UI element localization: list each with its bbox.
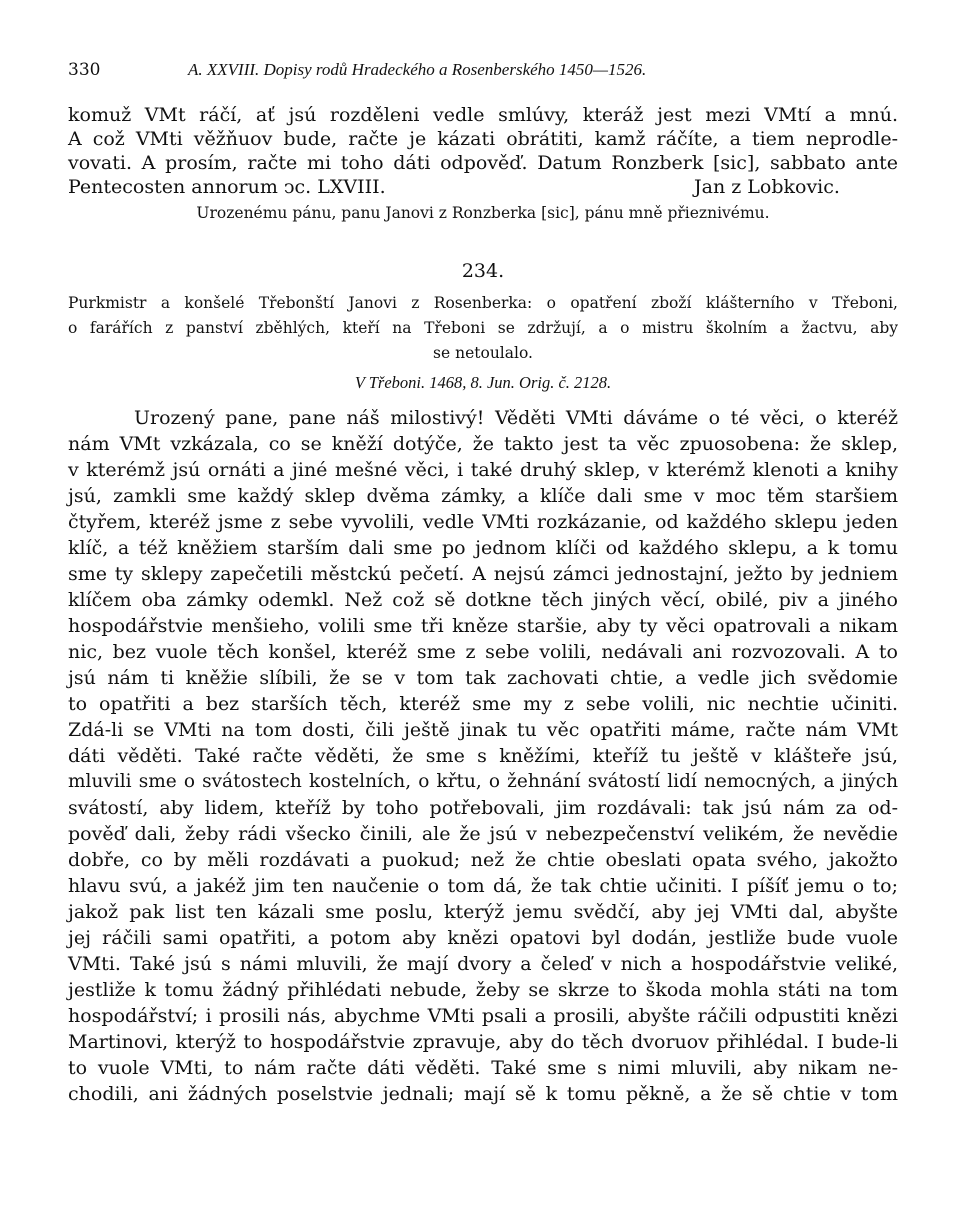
- document-number: 234.: [461, 260, 505, 282]
- text-line: VMti. Také jsú s námi mluvili, že mají dvory a čeleď v nich a hospodářstvie veliké,: [68, 953, 898, 975]
- text-line: dáti věděti. Také račte věděti, že sme s kněžími, kteříž tu ještě v klášteře jsú,: [68, 745, 898, 767]
- text-line: jej ráčili sami opatřiti, a potom aby knězi opatovi byl dodán, jestliže bude vuole: [68, 927, 898, 949]
- signature: Jan z Lobkovic.: [694, 176, 840, 198]
- text-line: svátostí, aby lidem, kteříž by toho potřebovali, jim rozdávali: tak jsú nám za od-: [68, 797, 898, 819]
- source-line: V Třeboni. 1468, 8. Jun. Orig. č. 2128.: [354, 373, 612, 392]
- address-line: Urozenému pánu, panu Janovi z Ronzberka [sic], pánu mně přieznivému.: [196, 204, 770, 222]
- text-line: čtyřem, kteréž jsme z sebe vyvolili, vedle VMti rozkázanie, od každého sklepu jeden: [68, 511, 898, 533]
- text-line: v kterémž jsú ornáti a jiné mešné věci, i také druhý sklep, v kterémž klenoti a knihy: [68, 459, 898, 481]
- text-line: komuž VMt ráčí, ať jsú rozděleni vedle smlúvy, kteráž jest mezi VMtí a mnú.: [68, 104, 898, 126]
- text-line: Pentecosten annorum ↄc. LXVIII.: [68, 176, 386, 198]
- text-line: klíčem oba zámky odemkl. Než což sě dotkne těch jiných věcí, obilé, piv a jiného: [68, 589, 898, 611]
- text-line: vovati. A prosím, račte mi toho dáti odpověď. Datum Ronzberk [sic], sabbato ante: [68, 152, 898, 174]
- text-line: jsú nám ti kněžie slíbili, že se v tom tak zachovati chtie, a vedle jich svědomie: [68, 667, 898, 689]
- text-line: hospodářstvie menšieho, volili sme tři kněze staršie, aby ty věci opatrovali a nikam: [68, 615, 898, 637]
- text-line: Urozený pane, pane náš milostivý! Věděti VMti dáváme o té věci, o kteréž: [134, 407, 898, 429]
- text-line: dobře, co by měli rozdávati a puokud; než že chtie obeslati opata svého, jakožto: [68, 849, 898, 871]
- text-line: klíč, a též kněžiem starším dali sme po jednom klíči od každého sklepu, a k tomu: [68, 537, 898, 559]
- summary-line: o farářích z panství zběhlých, kteří na Třeboni se zdržují, a o mistru školním a žactvu, aby: [68, 319, 898, 337]
- text-line: chodili, ani žádných poselstvie jednali; mají sě k tomu pěkně, a že sě chtie v tom: [68, 1083, 898, 1105]
- text-line: mluvili sme o svátostech kostelních, o křtu, o žehnání svátostí lidí nemocných, a jiných: [68, 771, 898, 792]
- text-line: Martinovi, kterýž to hospodářstvie zpravuje, aby do těch dvoruov přihlédal. I bude-li: [68, 1031, 898, 1053]
- text-line: jakož pak list ten kázali sme poslu, kterýž jemu svědčí, aby jej VMti dal, abyšte: [68, 901, 898, 923]
- text-line: Zdá-li se VMti na tom dosti, čili ještě jinak tu věc opatřiti máme, račte nám VMt: [68, 719, 898, 741]
- text-line: A což VMti věžňuov bude, račte je kázati obrátiti, kamž ráčíte, a tiem neprodle-: [68, 128, 898, 150]
- text-line: pověď dali, žeby rádi všecko činili, ale že jsú v nebezpečenství velikém, že nevědie: [68, 823, 898, 845]
- text-line: to vuole VMti, to nám račte dáti věděti. Také sme s nimi mluvili, aby nikam ne-: [68, 1057, 898, 1079]
- running-header: [68, 60, 898, 90]
- text-line: sme ty sklepy zapečetili městckú pečetí. A nejsú zámci jednostajní, ježto by jedniem: [68, 563, 898, 585]
- text-line: nic, bez vuole těch konšel, kteréž sme z sebe volili, nedávali ani rozvozovali. A to: [68, 641, 898, 663]
- text-line: nám VMt vzkázala, co se kněží dotýče, že takto jest ta věc zpuosobena: že sklep,: [68, 433, 898, 455]
- text-line: hlavu svú, a jakéž jim ten naučenie o tom dá, že tak chtie učiniti. I píšíť jemu o to;: [68, 875, 898, 897]
- text-line: jestliže k tomu žádný přihlédati nebude, žeby se skrze to škoda mohla státi na tom: [68, 979, 898, 1001]
- text-line: to opatřiti a bez starších těch, kteréž sme my z sebe volili, nic nechtie učiniti.: [68, 693, 898, 715]
- summary-line: Purkmistr a konšelé Třebonští Janovi z Rosenberka: o opatření zboží klášterního v Třeboni,: [68, 294, 898, 312]
- page-number: 330: [68, 60, 101, 80]
- text-line: jsú, zamkli sme každý sklep dvěma zámky, a klíče dali sme v moc těm staršiem: [68, 485, 898, 507]
- text-line: hospodářství; i prosili nás, abychme VMti psali a prosili, abyšte ráčili odpustiti knězi: [68, 1005, 898, 1027]
- running-title: A. XXVIII. Dopisy rodů Hradeckého a Rosenberského 1450—1526.: [188, 60, 647, 79]
- summary-line: se netoulalo.: [433, 344, 533, 362]
